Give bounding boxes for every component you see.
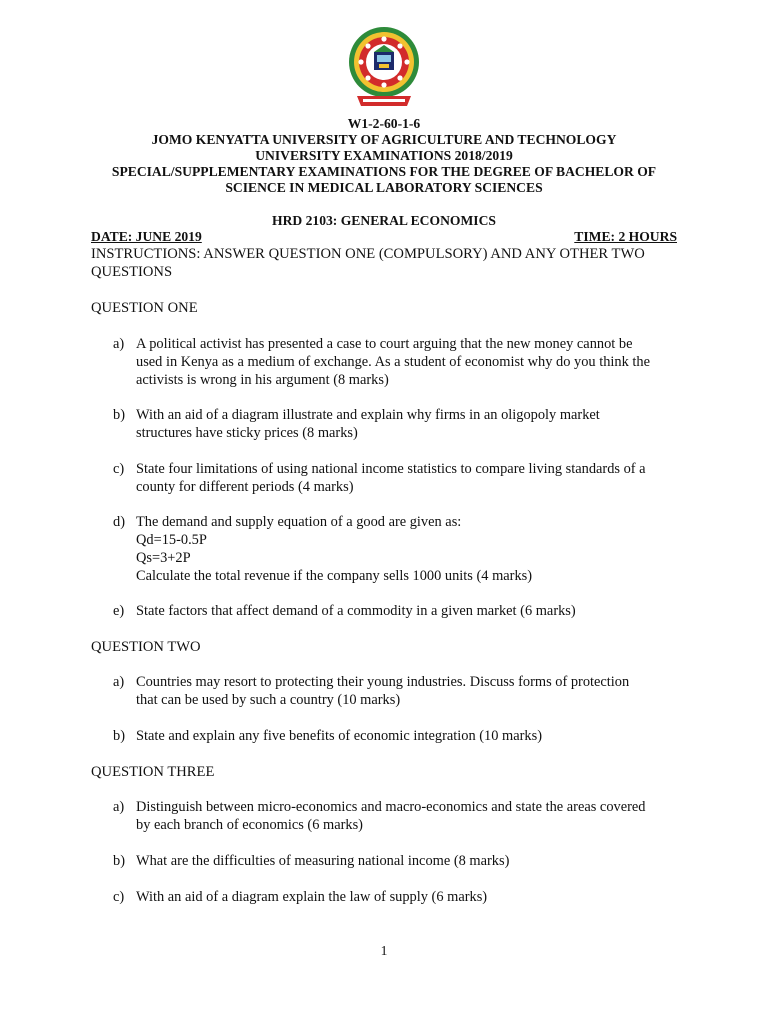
- equation-qd: Qd=15-0.5P: [136, 532, 207, 548]
- university-name: JOMO KENYATTA UNIVERSITY OF AGRICULTURE AND TECHNOLOGY: [151, 132, 617, 147]
- question-item: [113, 406, 683, 442]
- item-text-line: county for different periods (4 marks): [136, 479, 354, 495]
- course-title: HRD 2103: GENERAL ECONOMICS: [272, 213, 496, 228]
- item-label: c): [113, 889, 125, 905]
- item-text-line: What are the difficulties of measuring national income (8 marks): [136, 853, 510, 869]
- item-text-line: used in Kenya as a medium of exchange. As a student of economist why do you think the: [136, 354, 650, 370]
- item-text-line: Calculate the total revenue if the company sells 1000 units (4 marks): [136, 568, 533, 584]
- question-two-heading: QUESTION TWO: [91, 639, 201, 655]
- question-item: [113, 602, 683, 620]
- page-number: 1: [380, 943, 388, 958]
- item-label: c): [113, 461, 125, 477]
- question-item: [113, 460, 683, 496]
- item-text-line: With an aid of a diagram explain the law of supply (6 marks): [136, 889, 488, 905]
- item-label: b): [113, 407, 125, 423]
- question-one-heading: QUESTION ONE: [91, 300, 198, 316]
- item-label: a): [113, 674, 125, 690]
- item-text-line: State and explain any five benefits of economic integration (10 marks): [136, 728, 543, 744]
- exam-date: DATE: JUNE 2019: [91, 229, 202, 244]
- item-text-line: A political activist has presented a case to court arguing that the new money cannot be: [136, 336, 633, 352]
- exam-duration: TIME: 2 HOURS: [574, 229, 677, 244]
- question-item: [113, 852, 683, 870]
- question-item: [113, 798, 683, 834]
- exam-session: UNIVERSITY EXAMINATIONS 2018/2019: [255, 148, 513, 163]
- item-text-line: State four limitations of using national income statistics to compare living standards of a: [136, 461, 646, 477]
- question-three-heading: QUESTION THREE: [91, 764, 215, 780]
- item-text-line: The demand and supply equation of a good are given as:: [136, 514, 462, 530]
- item-text-line: Distinguish between micro-economics and macro-economics and state the areas covered: [136, 799, 646, 815]
- item-text-line: Countries may resort to protecting their young industries. Discuss forms of protection: [136, 674, 630, 690]
- item-label: b): [113, 853, 125, 869]
- item-label: e): [113, 603, 125, 619]
- equation-qs: Qs=3+2P: [136, 550, 191, 566]
- item-text-line: by each branch of economics (6 marks): [136, 817, 363, 833]
- item-label: d): [113, 514, 125, 530]
- exam-title-line2: SCIENCE IN MEDICAL LABORATORY SCIENCES: [225, 180, 543, 195]
- item-text-line: With an aid of a diagram illustrate and explain why firms in an oligopoly market: [136, 407, 600, 423]
- instructions-line: QUESTIONS: [91, 264, 173, 280]
- question-item: [113, 673, 683, 709]
- exam-code: W1-2-60-1-6: [347, 116, 421, 131]
- item-text-line: activists is wrong in his argument (8 marks): [136, 372, 389, 388]
- item-label: a): [113, 799, 125, 815]
- instructions: [91, 245, 681, 281]
- item-text-line: structures have sticky prices (8 marks): [136, 425, 358, 441]
- question-item: [113, 513, 683, 585]
- question-item: [113, 888, 683, 906]
- university-logo: [347, 26, 421, 112]
- item-text-line: that can be used by such a country (10 marks): [136, 692, 401, 708]
- question-item: [113, 335, 683, 389]
- date-time-row: [91, 228, 677, 246]
- exam-title-line1: SPECIAL/SUPPLEMENTARY EXAMINATIONS FOR THE DEGREE OF BACHELOR OF: [111, 164, 657, 179]
- item-label: b): [113, 728, 125, 744]
- question-item: [113, 727, 683, 745]
- item-label: a): [113, 336, 125, 352]
- instructions-line: INSTRUCTIONS: ANSWER QUESTION ONE (COMPULSORY) AND ANY OTHER TWO: [91, 246, 645, 262]
- item-text-line: State factors that affect demand of a commodity in a given market (6 marks): [136, 603, 576, 619]
